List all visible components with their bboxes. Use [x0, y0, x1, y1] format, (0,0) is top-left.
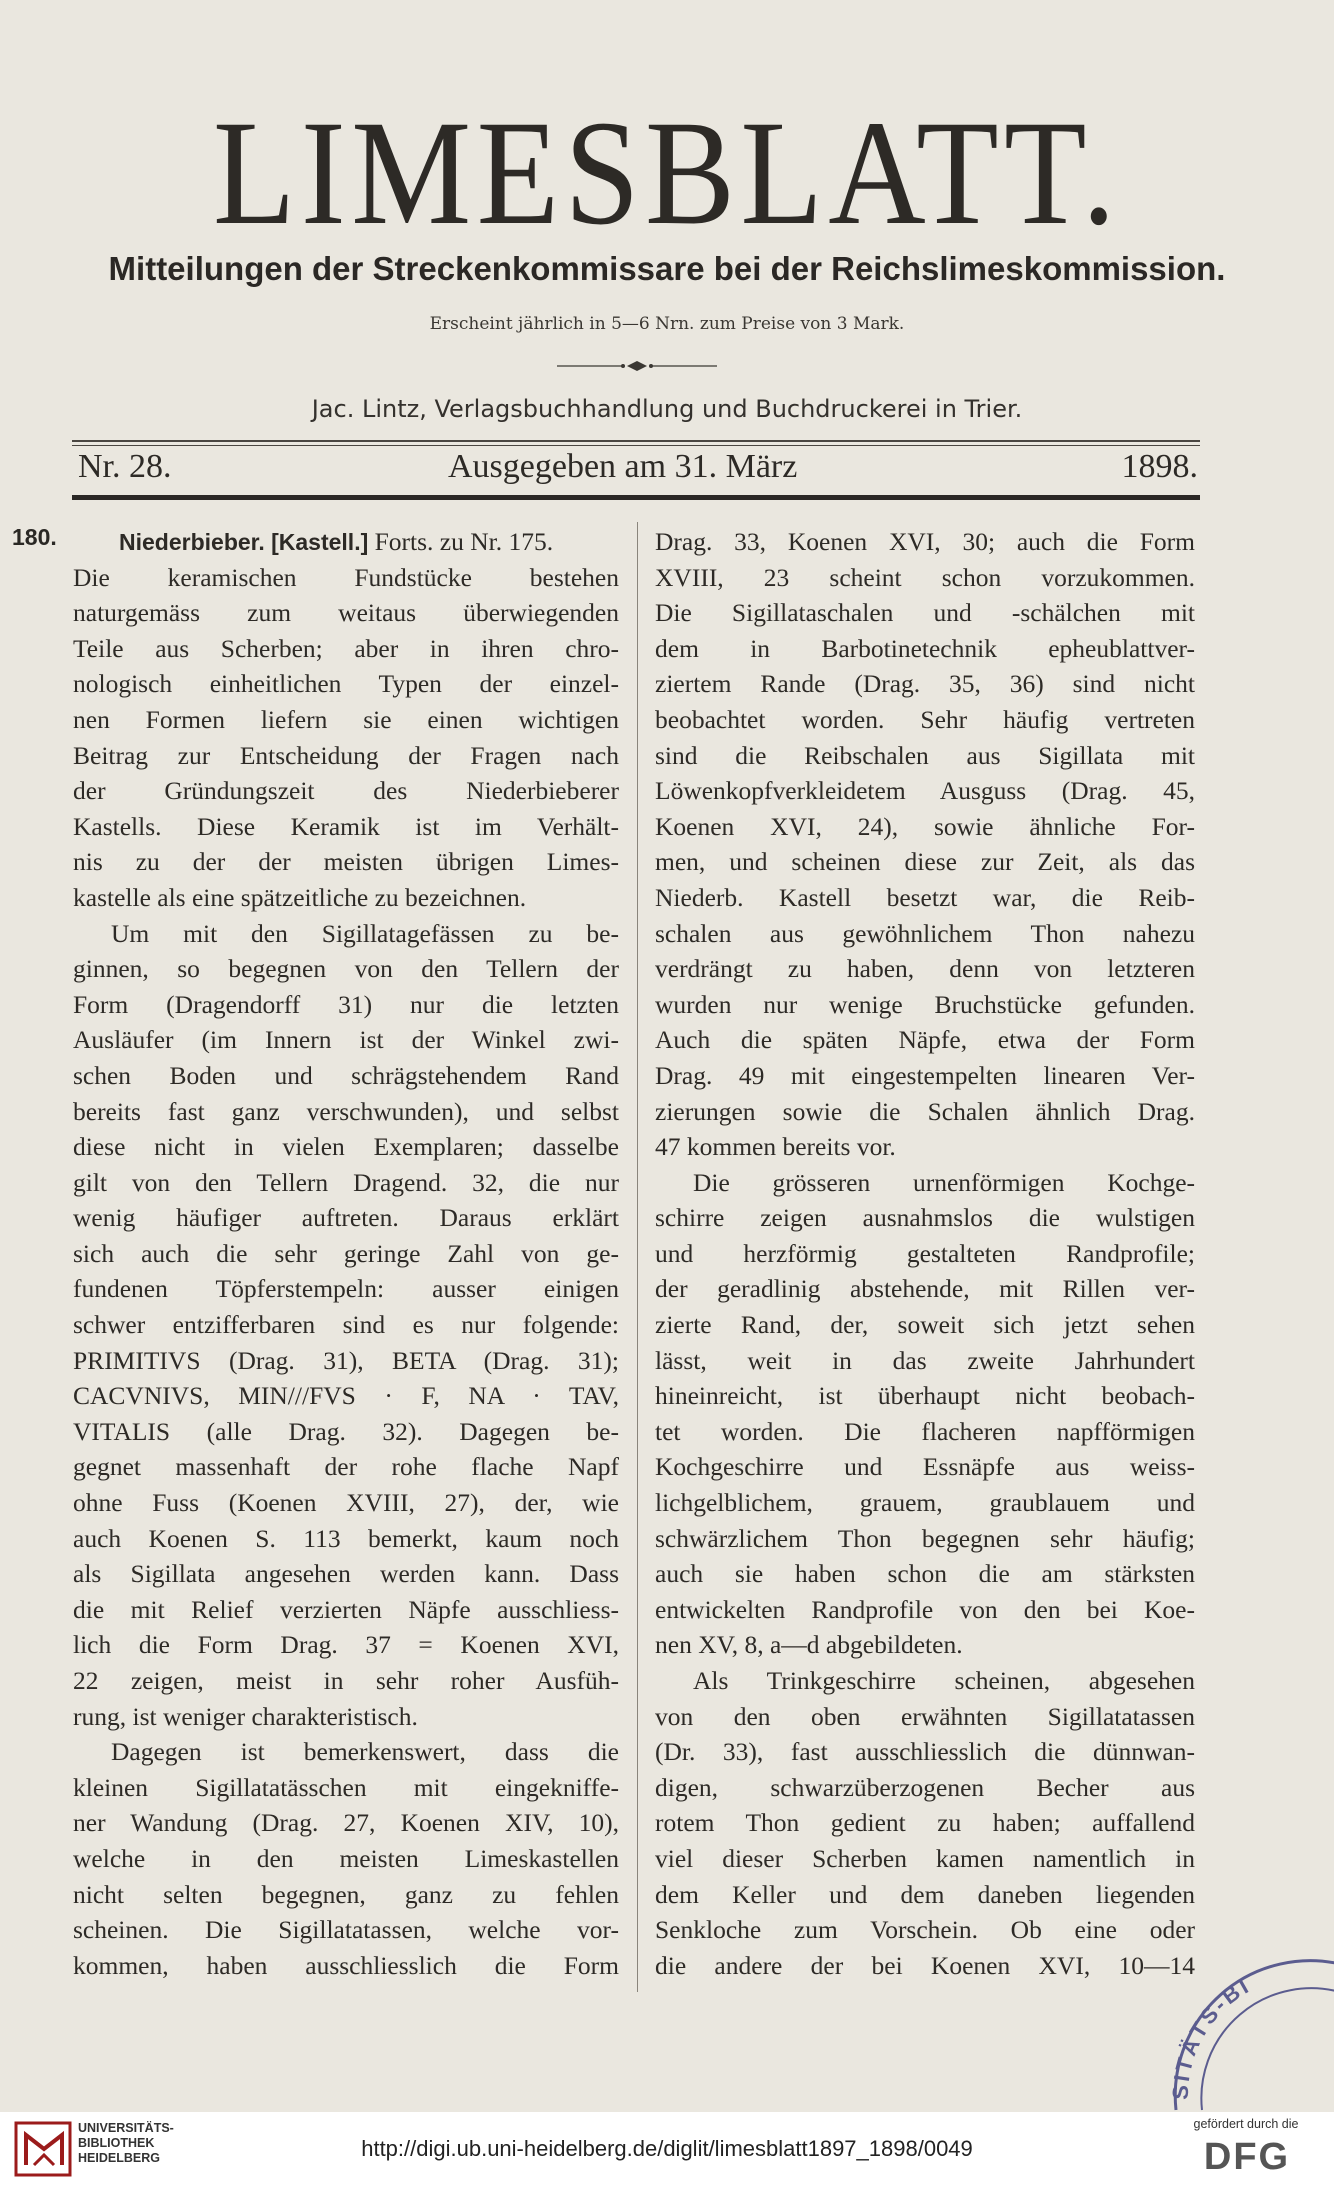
text-line: ginnen, so begegnen von den Tellern der	[73, 954, 619, 984]
text-line: tet worden. Die flacheren napfförmigen	[655, 1416, 1195, 1446]
text-line: Form (Dragendorff 31) nur die letzten	[73, 989, 619, 1019]
text-line: CACVNIVS, MIN///FVS · F, NA · TAV,	[73, 1381, 619, 1411]
text-line: diese nicht in vielen Exemplaren; dasselbe	[73, 1132, 619, 1162]
text-line: viel dieser Scherben kamen namentlich in	[655, 1843, 1195, 1873]
text-line: sind die Reibschalen aus Sigillata mit	[655, 740, 1195, 770]
section-number: 180.	[12, 524, 57, 550]
text-line: entwickelten Randprofile von den bei Koe-	[655, 1594, 1195, 1624]
library-name-line1: UNIVERSITÄTS-	[78, 2121, 174, 2135]
text-line: Drag. 33, Koenen XVI, 30; auch die Form	[655, 527, 1195, 556]
text-line: als Sigillata angesehen werden kann. Dass	[73, 1559, 619, 1589]
text-line: Beitrag zur Entscheidung der Fragen nach	[73, 740, 619, 770]
text-line: hineinreicht, ist überhaupt nicht beobach-	[655, 1381, 1195, 1411]
text-line: zierte Rand, der, soweit sich jetzt sehen	[655, 1310, 1195, 1340]
text-line: ziertem Rande (Drag. 35, 36) sind nicht	[655, 669, 1195, 699]
text-line: rotem Thon gedient zu haben; auffallend	[655, 1808, 1195, 1838]
text-line: Die keramischen Fundstücke bestehen	[73, 562, 619, 592]
text-line: auch Koenen S. 113 bemerkt, kaum noch	[73, 1523, 619, 1553]
text-line: schirre zeigen ausnahmslos die wulstigen	[655, 1203, 1195, 1233]
text-line: Dagegen ist bemerkenswert, dass die	[111, 1737, 619, 1767]
text-line: Kochgeschirre und Essnäpfe aus weiss-	[655, 1452, 1195, 1482]
text-line: Als Trinkgeschirre scheinen, abgesehen	[693, 1666, 1195, 1695]
article-heading: Niederbieber. [Kastell.]	[119, 529, 369, 555]
text-line: schwärzlichem Thon begegnen sehr häufig;	[655, 1523, 1195, 1553]
text-line: Auch die späten Näpfe, etwa der Form	[655, 1025, 1195, 1055]
header-rule-top-2	[72, 445, 1200, 446]
right-column-lines	[655, 524, 1195, 1983]
text-line: kastelle als eine spätzeitliche zu bezeichnen.	[73, 882, 527, 912]
stamp-text: SITÄTS-BI	[1168, 1972, 1255, 2101]
text-line: lichgelblichem, grauem, graublauem und	[655, 1488, 1195, 1518]
ornament-divider	[557, 360, 717, 372]
text-line: Koenen XVI, 24), sowie ähnliche For-	[655, 811, 1195, 841]
svg-text:SITÄTS-BI	[1168, 1972, 1255, 2100]
dfg-logo: DFG	[1203, 2136, 1291, 2178]
text-line: schen Boden und schrägstehendem Rand	[73, 1060, 619, 1090]
text-line: nologisch einheitlichen Typen der einzel-	[73, 669, 619, 699]
text-line: dem in Barbotinetechnik epheublattver-	[655, 633, 1195, 663]
text-line: 47 kommen bereits vor.	[655, 1132, 896, 1162]
text-line: lässt, weit in das zweite Jahrhundert	[655, 1345, 1195, 1375]
masthead-subtitle: Mitteilungen der Streckenkommissare bei der Reichslimeskommission.	[108, 250, 1226, 287]
text-line: wurden nur wenige Bruchstücke gefunden.	[655, 989, 1195, 1019]
article-heading-line	[73, 524, 619, 560]
issue-number: Nr. 28.	[78, 448, 172, 485]
text-line: VITALIS (alle Drag. 32). Dagegen be-	[73, 1416, 619, 1446]
issue-date: Ausgegeben am 31. März	[448, 448, 798, 485]
text-line: der geradlinig abstehende, mit Rillen ver-	[655, 1274, 1195, 1304]
article-heading-reference: Forts. zu Nr. 175.	[374, 527, 554, 556]
library-name-line2: BIBLIOTHEK	[78, 2136, 155, 2150]
text-line: Die grösseren urnenförmigen Kochge-	[693, 1167, 1195, 1197]
text-line: digen, schwarzüberzogenen Becher aus	[655, 1772, 1195, 1802]
text-line: bereits fast ganz verschwunden), und selbst	[73, 1096, 619, 1126]
text-line: men, und scheinen diese zur Zeit, als das	[655, 847, 1195, 877]
text-line: fundenen Töpferstempeln: ausser einigen	[73, 1274, 619, 1304]
header-rule-bottom	[72, 495, 1200, 500]
text-line: Ausläufer (im Innern ist der Winkel zwi-	[73, 1025, 619, 1055]
text-line: scheinen. Die Sigillatatassen, welche vor-	[73, 1915, 619, 1945]
text-line: Niederb. Kastell besetzt war, die Reib-	[655, 882, 1195, 912]
left-column-lines	[73, 560, 619, 1984]
text-line: welche in den meisten Limeskastellen	[73, 1843, 619, 1873]
text-line: Löwenkopfverkleidetem Ausguss (Drag. 45,	[655, 776, 1195, 806]
library-name-line3: HEIDELBERG	[78, 2151, 160, 2165]
publication-frequency: Erscheint jährlich in 5—6 Nrn. zum Preise von 3 Mark.	[429, 314, 905, 334]
text-line: rung, ist weniger charakteristisch.	[73, 1701, 418, 1731]
text-line: (Dr. 33), fast ausschliesslich die dünnwan-	[655, 1737, 1195, 1767]
text-line: Die Sigillataschalen und -schälchen mit	[655, 598, 1195, 628]
source-url[interactable]: http://digi.ub.uni-heidelberg.de/diglit/limesblatt1897_1898/0049	[361, 2136, 973, 2161]
text-line: PRIMITIVS (Drag. 31), BETA (Drag. 31);	[73, 1345, 619, 1375]
text-column-right	[655, 524, 1195, 1983]
text-line: XVIII, 23 scheint schon vorzukommen.	[655, 562, 1195, 592]
text-line: 22 zeigen, meist in sehr roher Ausfüh-	[73, 1666, 619, 1695]
text-line: schalen aus gewöhnlichem Thon nahezu	[655, 918, 1195, 948]
masthead-title: LIMESBLATT.	[212, 90, 1122, 256]
text-line: Um mit den Sigillatagefässen zu be-	[111, 918, 619, 948]
text-line: Senkloche zum Vorschein. Ob eine oder	[655, 1915, 1195, 1945]
text-line: verdrängt zu haben, denn von letzteren	[655, 954, 1195, 984]
column-divider	[637, 522, 638, 1992]
text-line: auch sie haben schon die am stärksten	[655, 1559, 1195, 1589]
text-line: die andere der bei Koenen XVI, 10—14	[655, 1950, 1195, 1980]
issue-line	[78, 448, 1198, 488]
text-line: nis zu der der meisten übrigen Limes-	[73, 847, 619, 877]
library-stamp	[1168, 1950, 1334, 2120]
text-line: kleinen Sigillatatässchen mit eingekniffe-	[73, 1772, 619, 1802]
header-rule-top	[72, 440, 1200, 442]
text-line: beobachtet worden. Sehr häufig vertreten	[655, 704, 1195, 734]
text-line: Drag. 49 mit eingestempelten linearen Ver-	[655, 1060, 1195, 1090]
text-column-left	[73, 524, 619, 1983]
text-line: ohne Fuss (Koenen XVIII, 27), der, wie	[73, 1488, 619, 1518]
text-line: gegnet massenhaft der rohe flache Napf	[73, 1452, 619, 1482]
text-line: sich auch die sehr geringe Zahl von ge-	[73, 1238, 619, 1268]
issue-year: 1898.	[1121, 448, 1198, 485]
text-line: naturgemäss zum weitaus überwiegenden	[73, 598, 619, 628]
text-line: zierungen sowie die Schalen ähnlich Drag.	[655, 1096, 1195, 1126]
text-line: Kastells. Diese Keramik ist im Verhält-	[73, 811, 619, 841]
text-line: der Gründungszeit des Niederbieberer	[73, 776, 619, 806]
funding-note: gefördert durch die	[1193, 2117, 1299, 2131]
text-line: die mit Relief verzierten Näpfe ausschliess-	[73, 1594, 619, 1624]
text-line: Teile aus Scherben; aber in ihren chro-	[73, 633, 619, 663]
text-line: von den oben erwähnten Sigillatatassen	[655, 1701, 1195, 1731]
text-line: kommen, haben ausschliesslich die Form	[73, 1950, 619, 1980]
text-line: dem Keller und dem daneben liegenden	[655, 1879, 1195, 1909]
text-line: nen XV, 8, a—d abgebildeten.	[655, 1630, 963, 1660]
text-line: ner Wandung (Drag. 27, Koenen XIV, 10),	[73, 1808, 619, 1838]
text-line: gilt von den Tellern Dragend. 32, die nur	[73, 1167, 619, 1197]
publisher-line: Jac. Lintz, Verlagsbuchhandlung und Buchdruckerei in Trier.	[311, 395, 1023, 423]
text-line: nen Formen liefern sie einen wichtigen	[73, 704, 619, 734]
text-line: lich die Form Drag. 37 = Koenen XVI,	[73, 1630, 619, 1660]
text-line: nicht selten begegnen, ganz zu fehlen	[73, 1879, 619, 1909]
text-line: schwer entzifferbaren sind es nur folgende:	[73, 1310, 619, 1340]
text-line: und herzförmig gestalteten Randprofile;	[655, 1238, 1195, 1268]
text-line: wenig häufiger auftreten. Daraus erklärt	[73, 1203, 619, 1233]
